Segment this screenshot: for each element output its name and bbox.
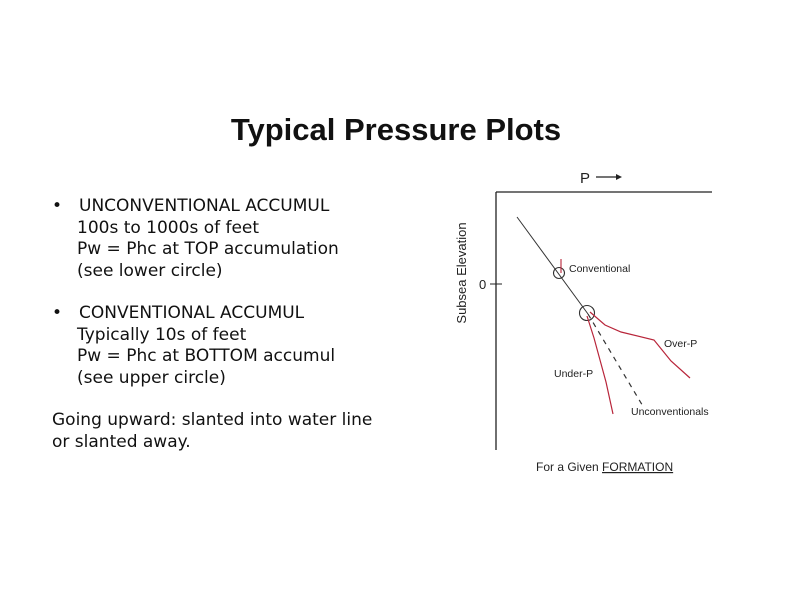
x-axis-label: P <box>580 170 591 187</box>
zero-tick-label: 0 <box>479 277 487 292</box>
bullet-line: (see lower circle) <box>77 260 223 281</box>
label-conventional: Conventional <box>569 263 631 275</box>
bullet-line: Pw = Phc at BOTTOM accumul <box>77 346 336 366</box>
caption-formation: FORMATION <box>602 460 674 474</box>
y-axis-label: Subsea Elevation <box>454 222 469 324</box>
bullet-heading: UNCONVENTIONAL ACCUMUL <box>79 196 330 216</box>
page-title: Typical Pressure Plots <box>230 112 562 147</box>
closing-line: or slanted away. <box>52 431 191 452</box>
upper-circle <box>554 268 565 279</box>
bullet-marker: • <box>52 196 63 216</box>
closing-line: Going upward: slanted into water line <box>52 410 373 430</box>
bullet-line: Pw = Phc at TOP accumulation <box>77 239 339 259</box>
under-p-curve <box>587 316 613 414</box>
bullet-list <box>52 196 432 453</box>
x-axis-arrow-head <box>616 174 622 180</box>
bullet-conventional <box>52 303 432 389</box>
bullet-line: (see upper circle) <box>77 367 226 388</box>
unconventional-dashed-line <box>588 314 644 408</box>
label-over-p: Over-P <box>664 338 698 350</box>
caption-prefix: For a Given <box>536 460 603 474</box>
bullet-unconventional <box>52 196 432 282</box>
caption <box>536 460 673 474</box>
bullet-line: Typically 10s of feet <box>77 324 247 345</box>
label-unconventionals: Unconventionals <box>631 406 709 418</box>
pressure-diagram <box>430 160 730 490</box>
label-under-p: Under-P <box>554 368 594 380</box>
bullet-heading: CONVENTIONAL ACCUMUL <box>79 303 305 323</box>
bullet-marker: • <box>52 303 63 323</box>
bullet-line: 100s to 1000s of feet <box>77 217 260 238</box>
